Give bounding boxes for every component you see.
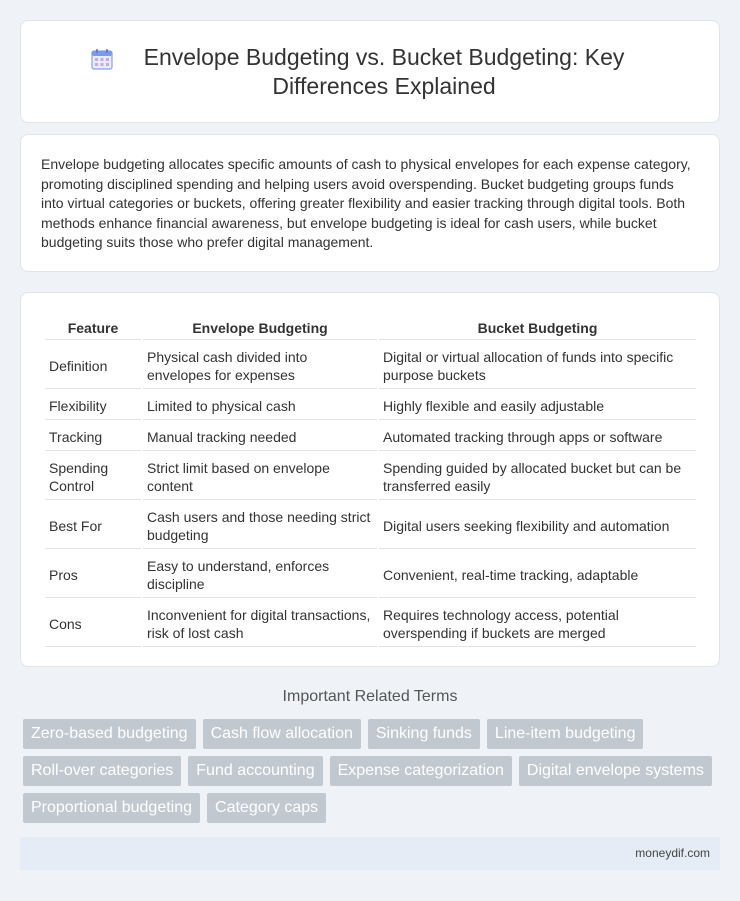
cell-feature: Spending Control xyxy=(45,453,141,500)
tag-line-item-budgeting[interactable]: Line-item budgeting xyxy=(487,719,644,749)
cell-feature: Definition xyxy=(45,342,141,389)
footer xyxy=(20,837,720,870)
cell-feature: Best For xyxy=(45,502,141,549)
cell-envelope: Easy to understand, enforces discipline xyxy=(143,551,377,598)
cell-feature: Tracking xyxy=(45,422,141,451)
cell-feature: Cons xyxy=(45,600,141,647)
related-terms-title: Important Related Terms xyxy=(282,688,458,705)
tag-proportional-budgeting[interactable]: Proportional budgeting xyxy=(23,793,200,823)
tag-cash-flow-allocation[interactable]: Cash flow allocation xyxy=(203,719,361,749)
cell-envelope: Cash users and those needing strict budgeting xyxy=(143,502,377,549)
cell-envelope: Manual tracking needed xyxy=(143,422,377,451)
tag-category-caps[interactable]: Category caps xyxy=(207,793,326,823)
table-row xyxy=(45,502,696,549)
header-feature: Feature xyxy=(45,319,141,340)
tag-fund-accounting[interactable]: Fund accounting xyxy=(188,756,322,786)
tag-zero-based-budgeting[interactable]: Zero-based budgeting xyxy=(23,719,196,749)
calendar-icon xyxy=(90,47,114,71)
table-row xyxy=(45,422,696,451)
title-wrap xyxy=(90,43,650,101)
tag-sinking-funds[interactable]: Sinking funds xyxy=(368,719,480,749)
table-row xyxy=(45,551,696,598)
cell-envelope: Strict limit based on envelope content xyxy=(143,453,377,500)
cell-feature: Flexibility xyxy=(45,391,141,420)
related-terms-list xyxy=(23,719,723,823)
tag-expense-categorization[interactable]: Expense categorization xyxy=(330,756,512,786)
cell-bucket: Digital or virtual allocation of funds into specific purpose buckets xyxy=(379,342,696,389)
cell-bucket: Digital users seeking flexibility and automation xyxy=(379,502,696,549)
table-header-row xyxy=(45,319,696,340)
intro-paragraph: Envelope budgeting allocates specific amounts of cash to physical envelopes for each expense category, promoting disciplined spending and helping users avoid overspending. Bucket budgeting groups funds into virtual categories or buckets, offering greater flexibility and easier tracking through digital tools. Both methods enhance financial awareness, but envelope budgeting is ideal for cash users, while bucket budgeting suits those who prefer digital management. xyxy=(41,156,691,251)
footer-site-link[interactable]: moneydif.com xyxy=(635,846,710,860)
tag-roll-over-categories[interactable]: Roll-over categories xyxy=(23,756,181,786)
cell-feature: Pros xyxy=(45,551,141,598)
cell-envelope: Inconvenient for digital transactions, risk of lost cash xyxy=(143,600,377,647)
cell-bucket: Convenient, real-time tracking, adaptable xyxy=(379,551,696,598)
header-bucket: Bucket Budgeting xyxy=(379,319,696,340)
comparison-table xyxy=(43,317,698,649)
table-row xyxy=(45,391,696,420)
cell-bucket: Spending guided by allocated bucket but can be transferred easily xyxy=(379,453,696,500)
cell-bucket: Requires technology access, potential overspending if buckets are merged xyxy=(379,600,696,647)
tag-digital-envelope-systems[interactable]: Digital envelope systems xyxy=(519,756,712,786)
cell-envelope: Physical cash divided into envelopes for expenses xyxy=(143,342,377,389)
table-row xyxy=(45,453,696,500)
intro-card xyxy=(20,134,720,272)
cell-envelope: Limited to physical cash xyxy=(143,391,377,420)
cell-bucket: Highly flexible and easily adjustable xyxy=(379,391,696,420)
table-row xyxy=(45,600,696,647)
header-envelope: Envelope Budgeting xyxy=(143,319,377,340)
table-row xyxy=(45,342,696,389)
cell-bucket: Automated tracking through apps or software xyxy=(379,422,696,451)
comparison-card xyxy=(20,292,720,667)
title-card xyxy=(20,20,720,123)
page-title: Envelope Budgeting vs. Bucket Budgeting: Key Differences Explained xyxy=(143,43,625,99)
